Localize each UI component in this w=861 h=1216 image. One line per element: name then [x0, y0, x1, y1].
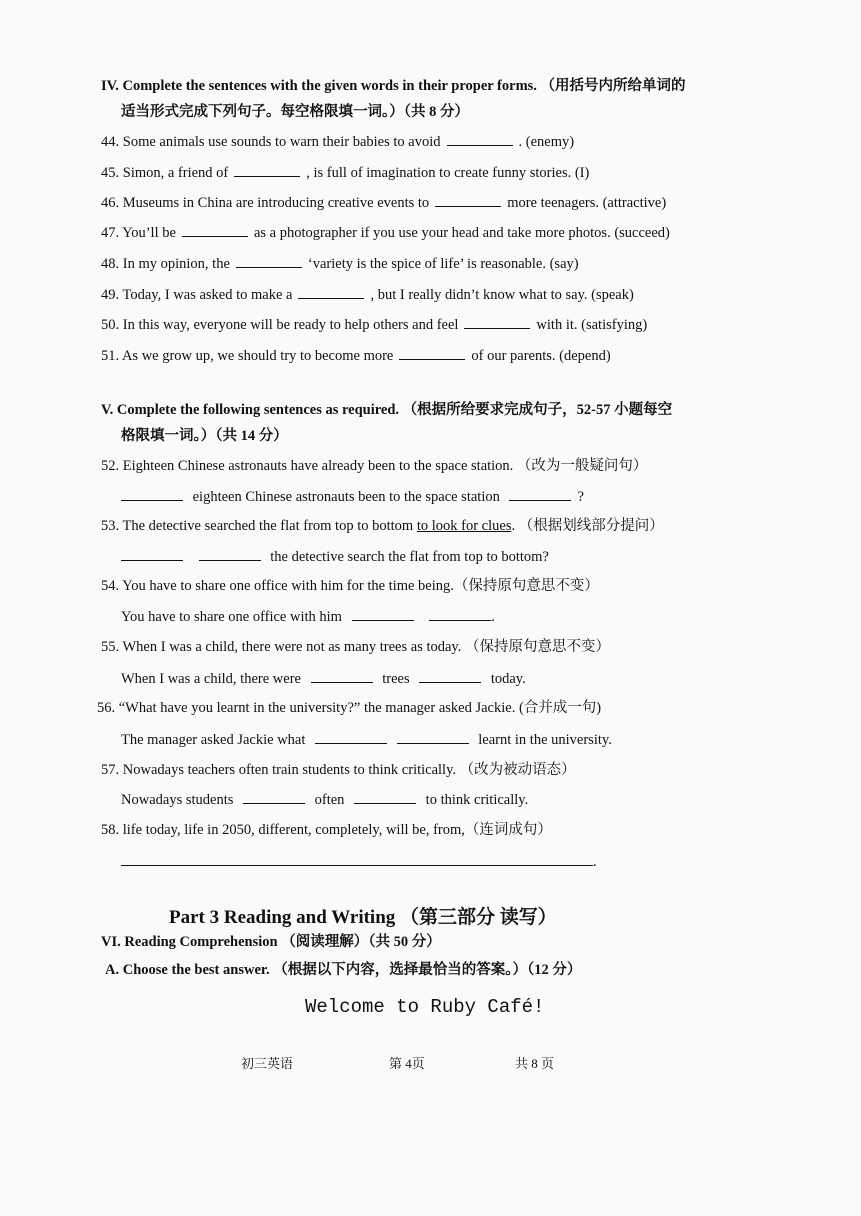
question-51: 51. As we grow up, we should try to become more of our parents. (depend) — [101, 345, 611, 366]
question-55: 55. When I was a child, there were not as many trees as today. （保持原句意思不变） — [101, 639, 610, 655]
section-v-heading-line2: 格限填一词。）（共 14 分） — [121, 428, 288, 444]
question-53: 53. The detective searched the flat from top to bottom to look for clues. （根据划线部分提问） — [101, 518, 664, 534]
answer-blank[interactable] — [354, 789, 416, 804]
answer-blank[interactable] — [236, 253, 302, 268]
question-52-answer: eighteen Chinese astronauts been to the space station ? — [121, 486, 584, 507]
answer-blank[interactable] — [509, 486, 571, 501]
answer-blank[interactable] — [399, 345, 465, 360]
answer-blank[interactable] — [435, 192, 501, 207]
question-57: 57. Nowadays teachers often train students to think critically. （改为被动语态） — [101, 762, 576, 778]
question-46: 46. Museums in China are introducing creative events to more teenagers. (attractive) — [101, 192, 666, 213]
section-iv-heading-line1: IV. Complete the sentences with the given words in their proper forms. （用括号内所给单词的 — [101, 78, 686, 94]
section-iv-heading-line2: 适当形式完成下列句子。每空格限填一词。）（共 8 分） — [121, 104, 469, 120]
question-47: 47. You’ll be as a photographer if you use your head and take more photos. (succeed) — [101, 222, 670, 243]
question-54: 54. You have to share one office with him for the time being.（保持原句意思不变） — [101, 578, 599, 594]
footer-subject: 初三英语 — [241, 1056, 294, 1071]
answer-blank[interactable] — [199, 546, 261, 561]
underlined-phrase: to look for clues — [416, 518, 512, 534]
answer-blank[interactable] — [419, 668, 481, 683]
section-vi-heading: VI. Reading Comprehension （阅读理解）（共 50 分） — [101, 934, 441, 950]
footer-page-number: 第 4页 — [389, 1056, 425, 1071]
reading-passage-title: Welcome to Ruby Café! — [305, 996, 545, 1018]
answer-blank[interactable] — [464, 314, 530, 329]
footer-total-pages: 共 8 页 — [515, 1056, 555, 1071]
question-57-answer: Nowadays students often to think critically. — [121, 789, 528, 810]
part-3-title: Part 3 Reading and Writing （第三部分 读写） — [169, 907, 557, 928]
question-52: 52. Eighteen Chinese astronauts have already been to the space station. （改为一般疑问句） — [101, 458, 648, 474]
answer-blank[interactable] — [311, 668, 373, 683]
answer-blank[interactable] — [121, 486, 183, 501]
question-53-answer: the detective search the flat from top to bottom? — [121, 546, 549, 567]
answer-blank[interactable] — [315, 729, 387, 744]
section-v-heading-line1: V. Complete the following sentences as required. （根据所给要求完成句子，52-57 小题每空 — [101, 402, 673, 418]
answer-blank[interactable] — [182, 222, 248, 237]
question-49: 49. Today, I was asked to make a , but I really didn’t know what to say. (speak) — [101, 284, 634, 305]
answer-blank[interactable] — [447, 131, 513, 146]
question-58-answer: . — [121, 851, 597, 872]
question-58: 58. life today, life in 2050, different, completely, will be, from,（连词成句） — [101, 822, 552, 838]
question-45: 45. Simon, a friend of , is full of imagination to create funny stories. (I) — [101, 162, 589, 183]
answer-blank[interactable] — [243, 789, 305, 804]
answer-blank[interactable] — [121, 546, 183, 561]
question-56: 56. “What have you learnt in the university?” the manager asked Jackie. (合并成一句) — [97, 700, 602, 716]
question-44: 44. Some animals use sounds to warn their babies to avoid . (enemy) — [101, 131, 574, 152]
answer-blank[interactable] — [429, 606, 491, 621]
answer-blank[interactable] — [352, 606, 414, 621]
answer-line[interactable] — [121, 851, 593, 866]
question-54-answer: You have to share one office with him . — [121, 606, 495, 627]
answer-blank[interactable] — [234, 162, 300, 177]
sub-section-a-heading: A. Choose the best answer. （根据以下内容，选择最恰当的答案。）（12 分） — [105, 962, 582, 978]
question-48: 48. In my opinion, the ‘variety is the spice of life’ is reasonable. (say) — [101, 253, 579, 274]
question-50: 50. In this way, everyone will be ready to help others and feel with it. (satisfying) — [101, 314, 647, 335]
answer-blank[interactable] — [397, 729, 469, 744]
question-56-answer: The manager asked Jackie what learnt in the university. — [121, 729, 612, 750]
answer-blank[interactable] — [298, 284, 364, 299]
question-55-answer: When I was a child, there were trees today. — [121, 668, 526, 689]
